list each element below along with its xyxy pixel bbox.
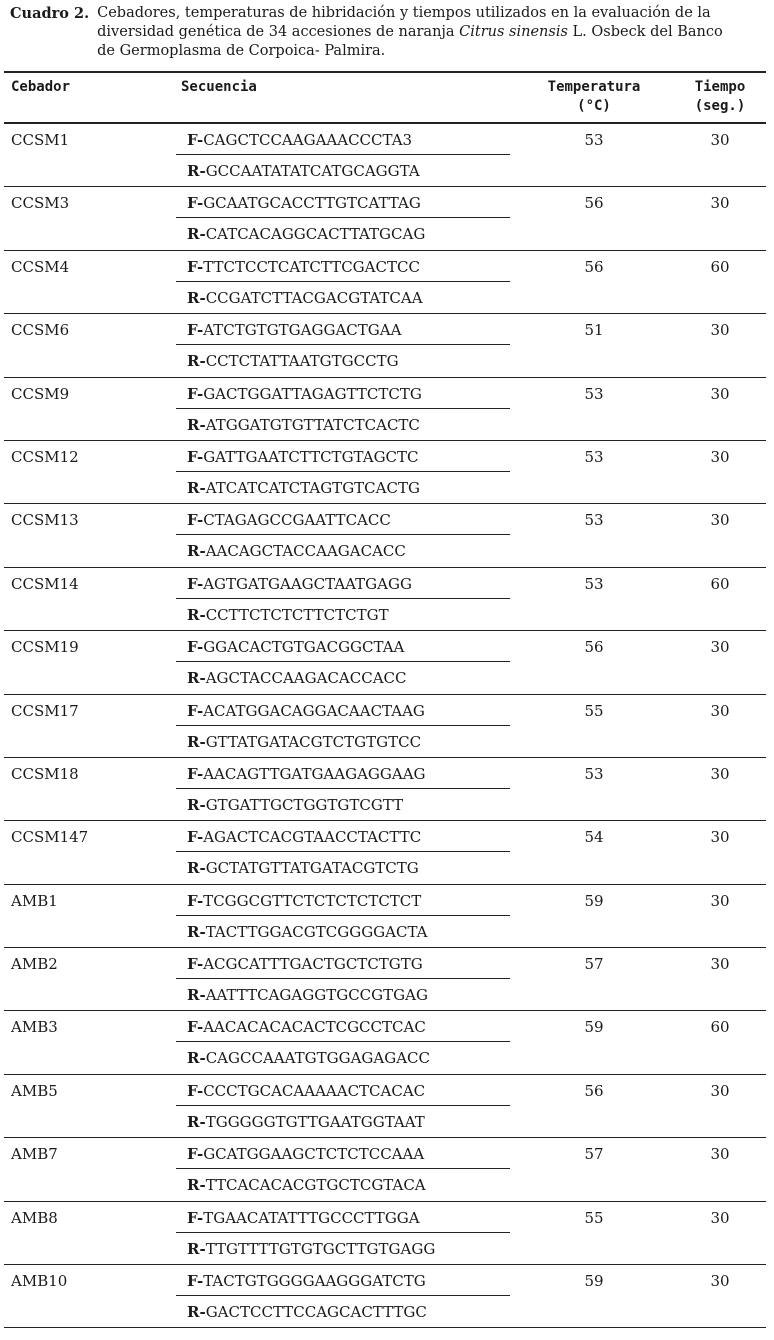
reverse-sequence-value: GTTATGATACGTCTGTGTCC	[205, 732, 422, 751]
reverse-sequence	[187, 668, 407, 688]
header-tiempo-unit: (seg.)	[694, 98, 746, 114]
forward-sequence	[187, 320, 401, 340]
reverse-prefix: R-	[187, 795, 206, 814]
reverse-prefix: R-	[187, 1049, 206, 1068]
reverse-prefix: R-	[187, 669, 206, 688]
primer-name: AMB2	[11, 955, 58, 974]
table-body	[0, 124, 774, 1328]
reverse-sequence-value: CAGCCAAATGTGGAGAGACC	[205, 1049, 430, 1068]
forward-sequence-value: GATTGAATCTTCTGTAGCTC	[203, 447, 419, 466]
temperature-value: 53	[584, 384, 604, 403]
sequence-divider	[176, 471, 510, 472]
forward-sequence-value: CTAGAGCCGAATTCACC	[203, 511, 391, 530]
reverse-sequence-value: ATGGATGTGTTATCTCACTC	[205, 415, 420, 434]
caption-text	[97, 4, 735, 61]
reverse-sequence	[187, 224, 425, 244]
forward-sequence-value: AACAGTTGATGAAGAGGAAG	[203, 764, 426, 783]
temperature-value: 59	[584, 891, 604, 910]
temperature-value: 51	[584, 321, 604, 340]
reverse-sequence-value: CCTTCTCTCTTCTCTGT	[205, 605, 389, 624]
table-row	[4, 378, 766, 441]
primer-name: AMB3	[11, 1018, 58, 1037]
forward-sequence	[187, 193, 421, 213]
forward-sequence	[187, 1271, 426, 1291]
primer-name: AMB5	[11, 1081, 58, 1100]
reverse-prefix: R-	[187, 986, 206, 1005]
header-tiempo	[684, 78, 756, 116]
sequence-divider	[176, 534, 510, 535]
forward-sequence-value: AGACTCACGTAACCTACTTC	[203, 828, 422, 847]
reverse-sequence	[187, 415, 420, 435]
reverse-sequence-value: CATCACAGGCACTTATGCAG	[205, 225, 426, 244]
sequence-divider	[176, 788, 510, 789]
header-tiempo-label: Tiempo	[694, 79, 746, 95]
primer-name: CCSM13	[11, 511, 79, 530]
forward-prefix: F-	[187, 955, 204, 974]
caption-text-before: Cebadores, temperaturas de hibridación y tiempos utilizados en la evaluación de la diversidad genética de 34 accesiones de naranja	[97, 5, 711, 40]
caption-label: Cuadro 2.	[10, 5, 90, 22]
table-caption	[10, 4, 735, 61]
forward-prefix: F-	[187, 384, 204, 403]
forward-sequence-value: ACGCATTTGACTGCTCTGTG	[203, 955, 423, 974]
forward-prefix: F-	[187, 701, 204, 720]
reverse-prefix: R-	[187, 859, 206, 878]
temperature-value: 53	[584, 764, 604, 783]
header-cebador: Cebador	[11, 79, 71, 95]
forward-prefix: F-	[187, 1272, 204, 1291]
forward-sequence-value: CCCTGCACAAAAACTCACAC	[203, 1081, 426, 1100]
forward-prefix: F-	[187, 321, 204, 340]
reverse-sequence	[187, 541, 406, 561]
primer-name: CCSM19	[11, 638, 79, 657]
reverse-sequence	[187, 161, 420, 181]
forward-sequence	[187, 1144, 424, 1164]
time-value: 60	[710, 574, 730, 593]
reverse-prefix: R-	[187, 415, 206, 434]
header-temperatura	[530, 78, 658, 116]
reverse-prefix: R-	[187, 162, 206, 180]
temperature-value: 54	[584, 828, 604, 847]
time-value: 60	[710, 1018, 730, 1037]
forward-prefix: F-	[187, 1208, 204, 1227]
reverse-sequence	[187, 922, 427, 942]
time-value: 30	[710, 131, 730, 149]
reverse-sequence	[187, 1112, 425, 1132]
forward-prefix: F-	[187, 1145, 204, 1164]
table-row	[4, 251, 766, 314]
table-row	[4, 1138, 766, 1201]
reverse-prefix: R-	[187, 225, 206, 244]
reverse-sequence	[187, 478, 420, 498]
reverse-sequence	[187, 351, 399, 371]
time-value: 30	[710, 764, 730, 783]
time-value: 30	[710, 321, 730, 340]
table-row	[4, 631, 766, 694]
reverse-prefix: R-	[187, 352, 206, 371]
reverse-prefix: R-	[187, 605, 206, 624]
reverse-sequence	[187, 605, 389, 625]
forward-sequence-value: ACATGGACAGGACAACTAAG	[203, 701, 425, 720]
primer-name: AMB7	[11, 1145, 58, 1164]
reverse-sequence	[187, 985, 428, 1005]
forward-sequence-value: GCATGGAAGCTCTCTCCAAA	[203, 1145, 425, 1164]
forward-sequence-value: ATCTGTGTGAGGACTGAA	[203, 321, 402, 340]
table-row	[4, 758, 766, 821]
header-temperatura-unit: (°C)	[577, 98, 611, 114]
time-value: 30	[710, 955, 730, 974]
forward-sequence	[187, 891, 421, 911]
forward-sequence	[187, 130, 412, 150]
sequence-divider	[176, 851, 510, 852]
reverse-prefix: R-	[187, 542, 206, 561]
sequence-divider	[176, 281, 510, 282]
time-value: 30	[710, 384, 730, 403]
time-value: 30	[710, 828, 730, 847]
table-row	[4, 1075, 766, 1138]
table-row	[4, 441, 766, 504]
reverse-prefix: R-	[187, 1239, 206, 1258]
reverse-sequence-value: CCTCTATTAATGTGCCTG	[205, 352, 399, 371]
time-value: 30	[710, 447, 730, 466]
table-row	[4, 821, 766, 884]
forward-sequence	[187, 1017, 426, 1037]
time-value: 30	[710, 891, 730, 910]
forward-prefix: F-	[187, 257, 204, 276]
reverse-sequence-value: GTGATTGCTGGTGTCGTT	[205, 795, 404, 814]
forward-prefix: F-	[187, 194, 204, 213]
table-row	[4, 568, 766, 631]
forward-sequence	[187, 510, 391, 530]
table-row	[4, 124, 766, 187]
reverse-sequence-value: GCTATGTTATGATACGTCTG	[205, 859, 419, 878]
reverse-sequence-value: GACTCCTTCCAGCACTTTGC	[205, 1303, 427, 1322]
reverse-sequence	[187, 732, 421, 752]
forward-sequence	[187, 447, 419, 467]
primer-name: CCSM12	[11, 447, 79, 466]
caption-species: Citrus sinensis	[459, 24, 568, 40]
reverse-sequence	[187, 1302, 427, 1322]
forward-sequence-value: GACTGGATTAGAGTTCTCTG	[203, 384, 422, 403]
forward-prefix: F-	[187, 131, 204, 149]
primer-name: CCSM3	[11, 194, 70, 213]
forward-sequence-value: AACACACACACTCGCCTCAC	[203, 1018, 426, 1037]
reverse-prefix: R-	[187, 288, 206, 307]
primer-name: AMB10	[11, 1272, 68, 1291]
sequence-divider	[176, 1041, 510, 1042]
forward-sequence	[187, 1208, 420, 1228]
reverse-sequence	[187, 288, 423, 308]
temperature-value: 57	[584, 1145, 604, 1164]
time-value: 60	[710, 257, 730, 276]
reverse-sequence-value: AGCTACCAAGACACCACC	[205, 669, 407, 688]
table-row	[4, 1265, 766, 1328]
forward-prefix: F-	[187, 447, 204, 466]
sequence-divider	[176, 1105, 510, 1106]
caption-text-after: L. Osbeck del Banco de Germoplasma de Corpoica- Palmira.	[97, 24, 723, 59]
forward-sequence	[187, 637, 404, 657]
forward-sequence-value: TACTGTGGGGAAGGGATCTG	[203, 1272, 426, 1291]
forward-prefix: F-	[187, 1081, 204, 1100]
reverse-sequence-value: TACTTGGACGTCGGGGACTA	[205, 922, 428, 941]
reverse-sequence-value: ATCATCATCTAGTGTCACTG	[205, 478, 420, 497]
table-row	[4, 1202, 766, 1265]
time-value: 30	[710, 701, 730, 720]
primer-name: CCSM1	[11, 131, 70, 149]
temperature-value: 55	[584, 1208, 604, 1227]
forward-sequence	[187, 1081, 425, 1101]
temperature-value: 56	[584, 257, 604, 276]
temperature-value: 59	[584, 1272, 604, 1291]
sequence-divider	[176, 725, 510, 726]
forward-sequence-value: GCAATGCACCTTGTCATTAG	[203, 194, 421, 213]
forward-sequence-value: AGTGATGAAGCTAATGAGG	[203, 574, 412, 593]
sequence-divider	[176, 1168, 510, 1169]
reverse-sequence-value: AATTTCAGAGGTGCCGTGAG	[205, 986, 428, 1005]
header-secuencia: Secuencia	[181, 79, 257, 95]
reverse-sequence-value: CCGATCTTACGACGTATCAA	[205, 288, 423, 307]
primer-name: CCSM18	[11, 764, 79, 783]
table-row	[4, 187, 766, 250]
primer-name: CCSM17	[11, 701, 79, 720]
primer-name: CCSM6	[11, 321, 70, 340]
sequence-divider	[176, 661, 510, 662]
forward-sequence-value: TCGGCGTTCTCTCTCTCTCT	[203, 891, 422, 910]
forward-sequence-value: GGACACTGTGACGGCTAA	[203, 638, 405, 657]
table-row	[4, 1011, 766, 1074]
reverse-prefix: R-	[187, 1303, 206, 1322]
reverse-sequence	[187, 1048, 430, 1068]
sequence-divider	[176, 344, 510, 345]
header-temperatura-label: Temperatura	[547, 79, 641, 95]
reverse-prefix: R-	[187, 922, 206, 941]
temperature-value: 57	[584, 955, 604, 974]
forward-prefix: F-	[187, 511, 204, 530]
sequence-divider	[176, 598, 510, 599]
forward-prefix: F-	[187, 764, 204, 783]
time-value: 30	[710, 1272, 730, 1291]
forward-prefix: F-	[187, 574, 204, 593]
temperature-value: 56	[584, 194, 604, 213]
forward-sequence-value: TGAACATATTTGCCCTTGGA	[203, 1208, 420, 1227]
table-row	[4, 948, 766, 1011]
sequence-divider	[176, 915, 510, 916]
forward-prefix: F-	[187, 891, 204, 910]
temperature-value: 53	[584, 131, 604, 149]
forward-sequence	[187, 954, 423, 974]
time-value: 30	[710, 194, 730, 213]
forward-prefix: F-	[187, 638, 204, 657]
temperature-value: 53	[584, 511, 604, 530]
reverse-sequence-value: GCCAATATATCATGCAGGTA	[205, 162, 420, 180]
forward-sequence-value: TTCTCCTCATCTTCGACTCC	[203, 257, 420, 276]
sequence-divider	[176, 154, 510, 155]
table-row	[4, 885, 766, 948]
sequence-divider	[176, 978, 510, 979]
reverse-prefix: R-	[187, 478, 206, 497]
reverse-sequence	[187, 1239, 435, 1259]
sequence-divider	[176, 408, 510, 409]
temperature-value: 55	[584, 701, 604, 720]
primer-name: CCSM147	[11, 828, 89, 847]
forward-prefix: F-	[187, 828, 204, 847]
sequence-divider	[176, 1232, 510, 1233]
reverse-sequence	[187, 1175, 426, 1195]
reverse-prefix: R-	[187, 1176, 206, 1195]
primer-name: AMB8	[11, 1208, 58, 1227]
table-row	[4, 314, 766, 377]
temperature-value: 56	[584, 638, 604, 657]
time-value: 30	[710, 1145, 730, 1164]
reverse-sequence-value: TTCACACACGTGCTCGTACA	[205, 1176, 426, 1195]
reverse-prefix: R-	[187, 1112, 206, 1131]
forward-sequence	[187, 384, 422, 404]
table-row	[4, 504, 766, 567]
forward-sequence	[187, 701, 425, 721]
reverse-sequence-value: TTGTTTTGTGTGCTTGTGAGG	[205, 1239, 436, 1258]
reverse-sequence	[187, 795, 403, 815]
forward-sequence	[187, 257, 420, 277]
temperature-value: 53	[584, 574, 604, 593]
forward-sequence	[187, 764, 426, 784]
reverse-sequence-value: AACAGCTACCAAGACACC	[205, 542, 406, 561]
primer-name: AMB1	[11, 891, 58, 910]
forward-prefix: F-	[187, 1018, 204, 1037]
table-top-rule	[4, 71, 766, 73]
reverse-prefix: R-	[187, 732, 206, 751]
time-value: 30	[710, 638, 730, 657]
reverse-sequence	[187, 858, 419, 878]
forward-sequence-value: CAGCTCCAAGAAACCCTA3	[203, 131, 413, 149]
time-value: 30	[710, 511, 730, 530]
sequence-divider	[176, 1295, 510, 1296]
forward-sequence	[187, 574, 412, 594]
forward-sequence	[187, 827, 421, 847]
table-row	[4, 695, 766, 758]
reverse-sequence-value: TGGGGGTGTTGAATGGTAAT	[205, 1112, 425, 1131]
primer-name: CCSM4	[11, 257, 70, 276]
sequence-divider	[176, 217, 510, 218]
time-value: 30	[710, 1208, 730, 1227]
temperature-value: 53	[584, 447, 604, 466]
primer-name: CCSM9	[11, 384, 70, 403]
primer-name: CCSM14	[11, 574, 79, 593]
time-value: 30	[710, 1081, 730, 1100]
temperature-value: 56	[584, 1081, 604, 1100]
temperature-value: 59	[584, 1018, 604, 1037]
